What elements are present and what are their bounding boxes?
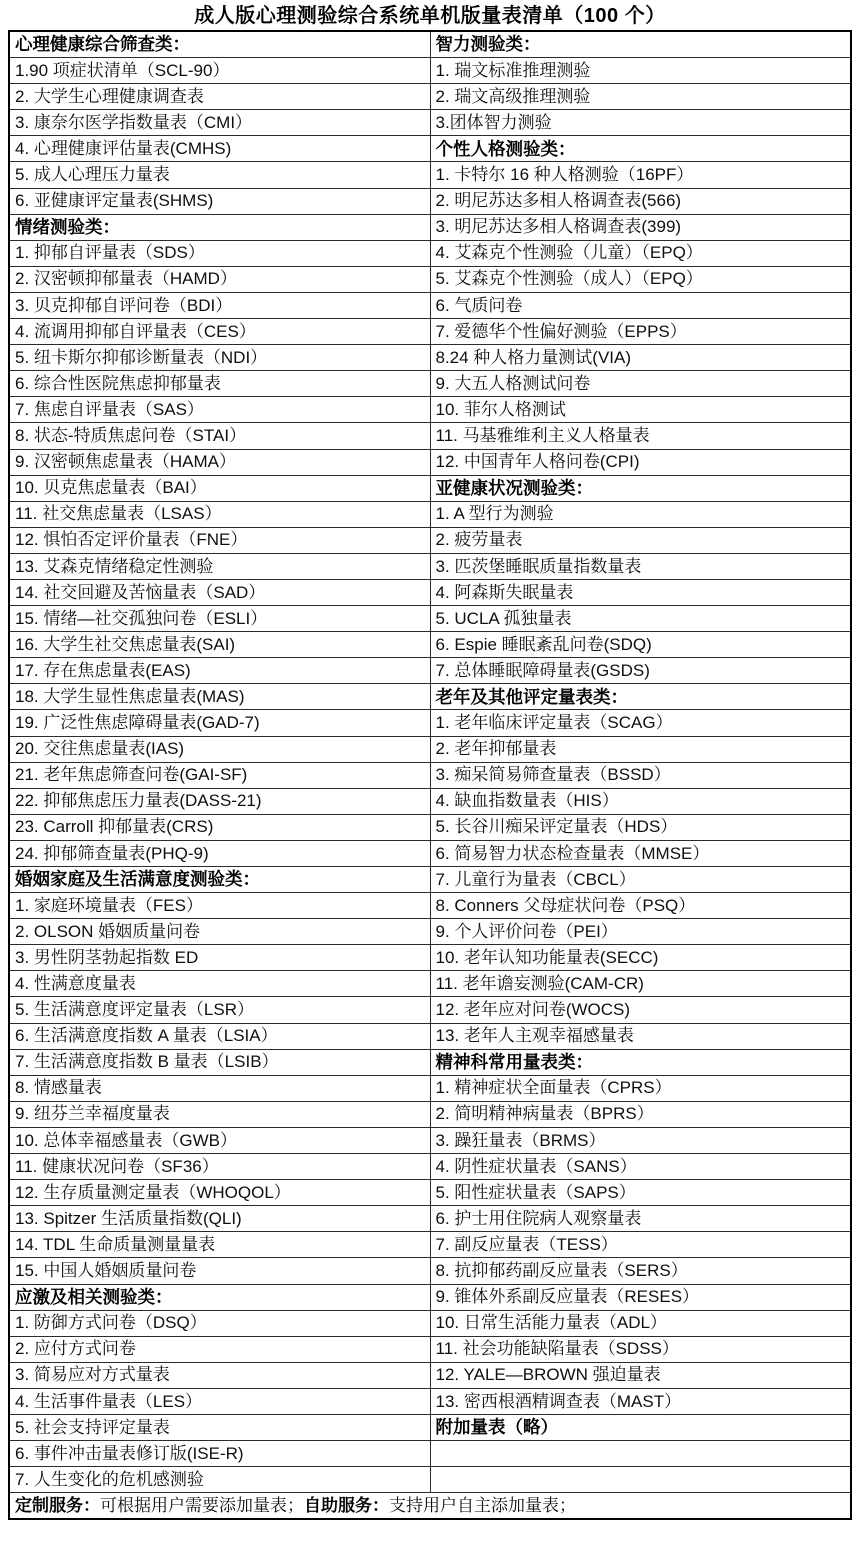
left-cell: 11. 社交焦虑量表（LSAS） [9,501,430,527]
table-row [9,397,851,423]
left-cell: 3. 贝克抑郁自评问卷（BDI） [9,292,430,318]
table-row [9,1258,851,1284]
right-cell: 2. 疲劳量表 [430,527,851,553]
table-row [9,84,851,110]
left-cell: 7. 生活满意度指数 B 量表（LSIB） [9,1049,430,1075]
left-cell: 18. 大学生显性焦虑量表(MAS) [9,684,430,710]
table-row [9,762,851,788]
right-cell: 9. 大五人格测试问卷 [430,371,851,397]
left-cell: 7. 焦虑自评量表（SAS） [9,397,430,423]
table-row [9,1023,851,1049]
right-cell: 个性人格测验类： [430,136,851,162]
right-cell: 8. 抗抑郁药副反应量表（SERS） [430,1258,851,1284]
scale-table-body [9,31,851,1493]
right-cell: 老年及其他评定量表类： [430,684,851,710]
left-cell: 2. OLSON 婚姻质量问卷 [9,919,430,945]
left-cell: 17. 存在焦虑量表(EAS) [9,658,430,684]
table-row [9,736,851,762]
right-cell: 7. 副反应量表（TESS） [430,1232,851,1258]
left-cell: 4. 性满意度量表 [9,971,430,997]
table-row [9,1441,851,1467]
left-cell: 9. 汉密顿焦虑量表（HAMA） [9,449,430,475]
right-cell: 11. 老年谵妄测验(CAM-CR) [430,971,851,997]
table-row [9,1388,851,1414]
table-row [9,31,851,58]
left-cell: 5. 生活满意度评定量表（LSR） [9,997,430,1023]
self-service-text: 支持用户自主添加量表； [389,1495,576,1515]
left-cell: 7. 人生变化的危机感测验 [9,1467,430,1493]
right-cell: 2. 瑞文高级推理测验 [430,84,851,110]
right-cell: 3. 躁狂量表（BRMS） [430,1127,851,1153]
right-cell [430,1467,851,1493]
right-cell: 8.24 种人格力量测试(VIA) [430,345,851,371]
table-row [9,997,851,1023]
table-row [9,1414,851,1440]
table-row [9,1284,851,1310]
scale-list-table [8,30,852,1520]
left-cell: 6. 生活满意度指数 A 量表（LSIA） [9,1023,430,1049]
table-row [9,1362,851,1388]
table-row [9,1049,851,1075]
table-row [9,136,851,162]
right-cell: 13. 密西根酒精调查表（MAST） [430,1388,851,1414]
table-row [9,501,851,527]
right-cell: 2. 简明精神病量表（BPRS） [430,1101,851,1127]
table-row [9,1127,851,1153]
table-row [9,1336,851,1362]
right-cell: 5. 阳性症状量表（SAPS） [430,1180,851,1206]
left-cell: 15. 情绪—社交孤独问卷（ESLI） [9,606,430,632]
right-cell: 1. 精神症状全面量表（CPRS） [430,1075,851,1101]
table-row [9,814,851,840]
table-row [9,632,851,658]
right-cell: 6. 气质问卷 [430,292,851,318]
table-row [9,188,851,214]
left-cell: 24. 抑郁筛查量表(PHQ-9) [9,840,430,866]
left-cell: 6. 综合性医院焦虑抑郁量表 [9,371,430,397]
custom-service-text: 可根据用户需要添加量表； [100,1495,304,1515]
right-cell: 6. 简易智力状态检查量表（MMSE） [430,840,851,866]
table-row [9,240,851,266]
table-row [9,1101,851,1127]
left-cell: 2. 大学生心理健康调查表 [9,84,430,110]
right-cell: 7. 儿童行为量表（CBCL） [430,867,851,893]
table-row [9,214,851,240]
table-row [9,684,851,710]
left-cell: 8. 情感量表 [9,1075,430,1101]
right-cell: 精神科常用量表类： [430,1049,851,1075]
right-cell: 5. UCLA 孤独量表 [430,606,851,632]
right-cell: 2. 明尼苏达多相人格调查表(566) [430,188,851,214]
left-cell: 3. 康奈尔医学指数量表（CMI） [9,110,430,136]
table-row [9,710,851,736]
right-cell: 12. YALE—BROWN 强迫量表 [430,1362,851,1388]
right-cell: 8. Conners 父母症状问卷（PSQ） [430,893,851,919]
left-cell: 2. 应付方式问卷 [9,1336,430,1362]
left-cell: 6. 亚健康评定量表(SHMS) [9,188,430,214]
table-row [9,840,851,866]
left-cell: 婚姻家庭及生活满意度测验类： [9,867,430,893]
right-cell: 10. 老年认知功能量表(SECC) [430,945,851,971]
left-cell: 应激及相关测验类： [9,1284,430,1310]
left-cell: 情绪测验类： [9,214,430,240]
right-cell: 2. 老年抑郁量表 [430,736,851,762]
right-cell: 1. 老年临床评定量表（SCAG） [430,710,851,736]
table-row [9,1075,851,1101]
table-row [9,945,851,971]
left-cell: 9. 纽芬兰幸福度量表 [9,1101,430,1127]
left-cell: 1. 家庭环境量表（FES） [9,893,430,919]
table-row [9,527,851,553]
right-cell: 3. 明尼苏达多相人格调查表(399) [430,214,851,240]
table-row [9,1180,851,1206]
right-cell: 7. 爱德华个性偏好测验（EPPS） [430,319,851,345]
table-row [9,292,851,318]
left-cell: 15. 中国人婚姻质量问卷 [9,1258,430,1284]
self-service-label: 自助服务： [304,1495,389,1515]
right-cell: 1. 卡特尔 16 种人格测验（16PF） [430,162,851,188]
custom-service-label: 定制服务： [15,1495,100,1515]
left-cell: 12. 惧怕否定评价量表（FNE） [9,527,430,553]
left-cell: 10. 总体幸福感量表（GWB） [9,1127,430,1153]
left-cell: 5. 社会支持评定量表 [9,1414,430,1440]
page-title: 成人版心理测验综合系统单机版量表清单（100 个） [194,5,666,27]
table-row [9,893,851,919]
left-cell: 心理健康综合筛查类： [9,31,430,58]
left-cell: 1. 抑郁自评量表（SDS） [9,240,430,266]
right-cell: 智力测验类： [430,31,851,58]
right-cell: 6. Espie 睡眠紊乱问卷(SDQ) [430,632,851,658]
left-cell: 3. 男性阴茎勃起指数 ED [9,945,430,971]
right-cell: 9. 个人评价问卷（PEI） [430,919,851,945]
table-row [9,971,851,997]
right-cell: 4. 阿森斯失眠量表 [430,579,851,605]
footer-row [9,1493,851,1520]
right-cell: 1. 瑞文标准推理测验 [430,58,851,84]
table-row [9,1310,851,1336]
right-cell: 3.团体智力测验 [430,110,851,136]
table-row [9,658,851,684]
right-cell: 5. 艾森克个性测验（成人）（EPQ） [430,266,851,292]
table-row [9,345,851,371]
footer-cell [9,1493,851,1520]
table-row [9,423,851,449]
left-cell: 20. 交往焦虑量表(IAS) [9,736,430,762]
left-cell: 8. 状态-特质焦虑问卷（STAI） [9,423,430,449]
right-cell: 1. A 型行为测验 [430,501,851,527]
table-row [9,371,851,397]
table-row [9,867,851,893]
left-cell: 11. 健康状况问卷（SF36） [9,1154,430,1180]
right-cell: 4. 缺血指数量表（HIS） [430,788,851,814]
left-cell: 2. 汉密顿抑郁量表（HAMD） [9,266,430,292]
left-cell: 23. Carroll 抑郁量表(CRS) [9,814,430,840]
left-cell: 4. 心理健康评估量表(CMHS) [9,136,430,162]
table-row [9,58,851,84]
right-cell: 3. 匹茨堡睡眠质量指数量表 [430,553,851,579]
left-cell: 1. 防御方式问卷（DSQ） [9,1310,430,1336]
right-cell: 12. 老年应对问卷(WOCS) [430,997,851,1023]
right-cell [430,1441,851,1467]
left-cell: 5. 纽卡斯尔抑郁诊断量表（NDI） [9,345,430,371]
left-cell: 5. 成人心理压力量表 [9,162,430,188]
left-cell: 4. 流调用抑郁自评量表（CES） [9,319,430,345]
table-row [9,266,851,292]
left-cell: 16. 大学生社交焦虑量表(SAI) [9,632,430,658]
right-cell: 4. 阴性症状量表（SANS） [430,1154,851,1180]
table-row [9,449,851,475]
table-row [9,606,851,632]
right-cell: 附加量表（略） [430,1414,851,1440]
right-cell: 11. 马基雅维利主义人格量表 [430,423,851,449]
right-cell: 13. 老年人主观幸福感量表 [430,1023,851,1049]
table-row [9,162,851,188]
right-cell: 12. 中国青年人格问卷(CPI) [430,449,851,475]
table-row [9,319,851,345]
left-cell: 21. 老年焦虑筛查问卷(GAI-SF) [9,762,430,788]
left-cell: 13. Spitzer 生活质量指数(QLI) [9,1206,430,1232]
right-cell: 3. 痴呆简易筛查量表（BSSD） [430,762,851,788]
table-row [9,1206,851,1232]
right-cell: 7. 总体睡眠障碍量表(GSDS) [430,658,851,684]
table-row [9,110,851,136]
left-cell: 22. 抑郁焦虑压力量表(DASS-21) [9,788,430,814]
right-cell: 亚健康状况测验类： [430,475,851,501]
left-cell: 4. 生活事件量表（LES） [9,1388,430,1414]
right-cell: 6. 护士用住院病人观察量表 [430,1206,851,1232]
left-cell: 13. 艾森克情绪稳定性测验 [9,553,430,579]
right-cell: 11. 社会功能缺陷量表（SDSS） [430,1336,851,1362]
left-cell: 12. 生存质量测定量表（WHOQOL） [9,1180,430,1206]
left-cell: 1.90 项症状清单（SCL-90） [9,58,430,84]
left-cell: 6. 事件冲击量表修订版(ISE-R) [9,1441,430,1467]
table-row [9,1154,851,1180]
table-row [9,788,851,814]
left-cell: 19. 广泛性焦虑障碍量表(GAD-7) [9,710,430,736]
left-cell: 10. 贝克焦虑量表（BAI） [9,475,430,501]
left-cell: 14. 社交回避及苦恼量表（SAD） [9,579,430,605]
left-cell: 14. TDL 生命质量测量量表 [9,1232,430,1258]
right-cell: 10. 日常生活能力量表（ADL） [430,1310,851,1336]
table-row [9,1467,851,1493]
table-row [9,919,851,945]
table-row [9,553,851,579]
right-cell: 9. 锥体外系副反应量表（RESES） [430,1284,851,1310]
table-row [9,475,851,501]
right-cell: 4. 艾森克个性测验（儿童）（EPQ） [430,240,851,266]
right-cell: 10. 菲尔人格测试 [430,397,851,423]
table-row [9,579,851,605]
right-cell: 5. 长谷川痴呆评定量表（HDS） [430,814,851,840]
left-cell: 3. 简易应对方式量表 [9,1362,430,1388]
table-row [9,1232,851,1258]
